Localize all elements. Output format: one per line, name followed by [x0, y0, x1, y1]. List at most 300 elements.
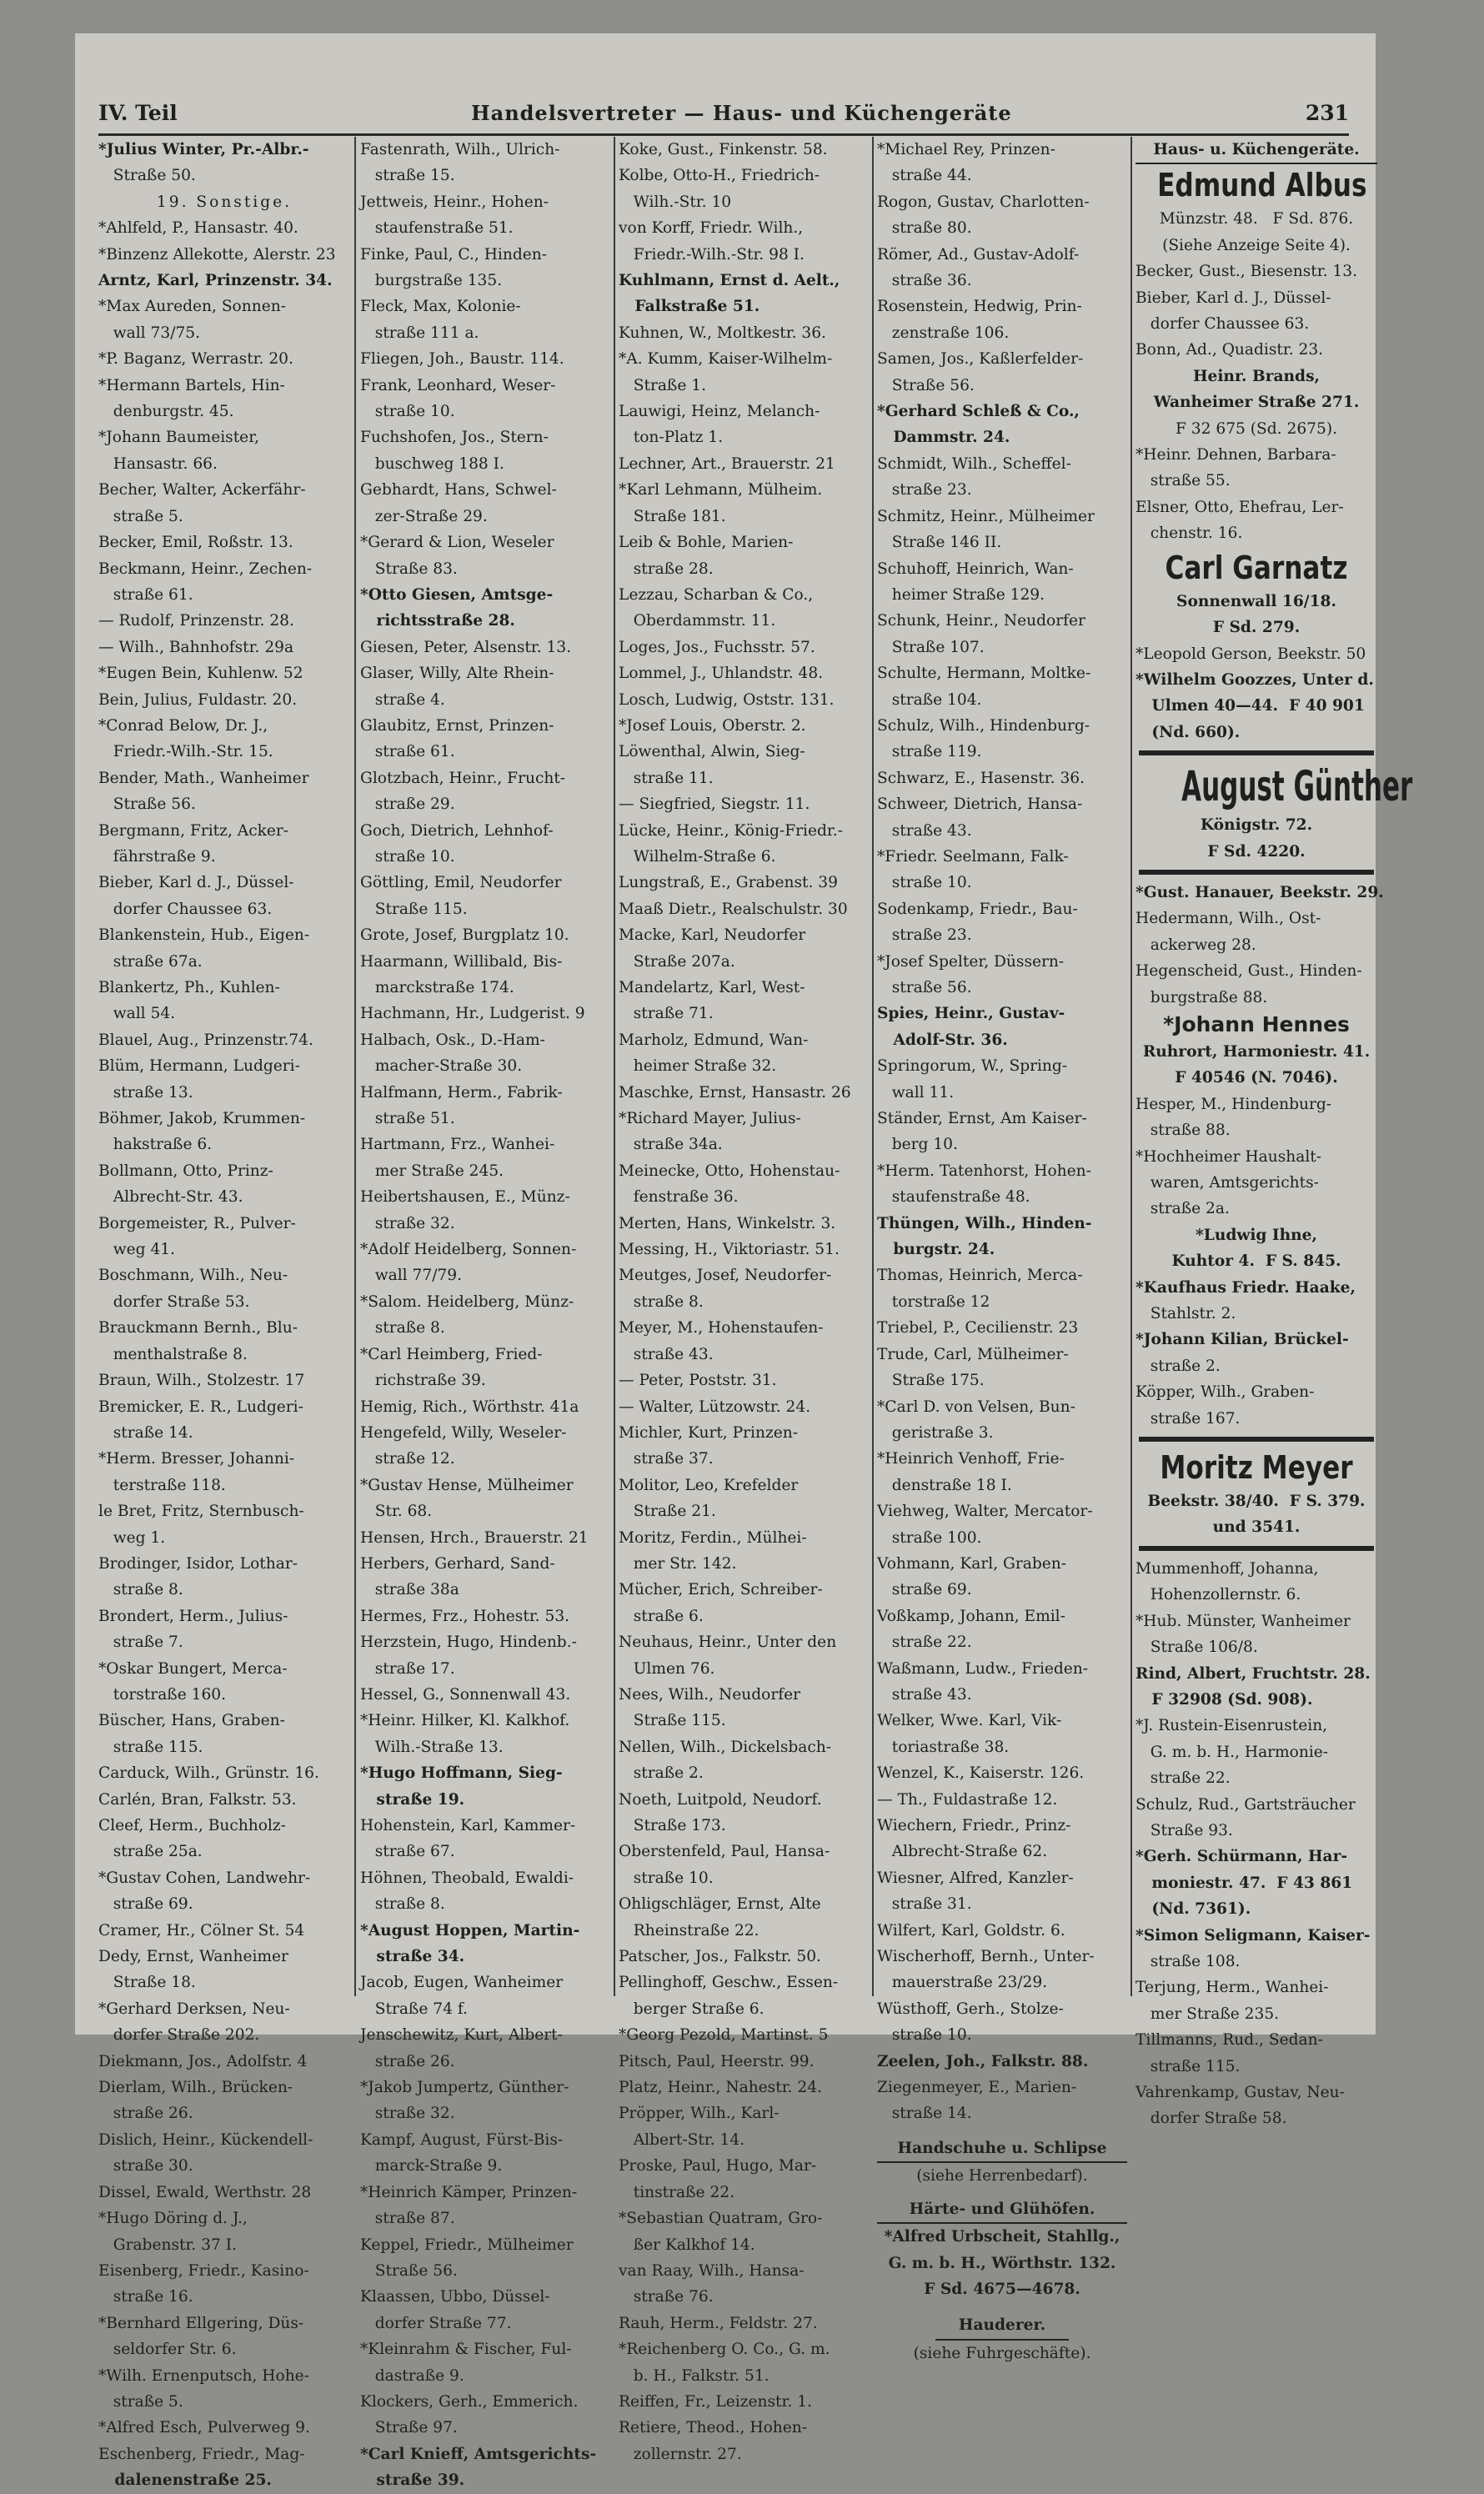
- directory-entry: straße 43.: [877, 821, 972, 840]
- directory-entry: Schmidt, Wilh., Scheffel-: [877, 454, 1071, 473]
- directory-entry: burgstraße 135.: [360, 272, 503, 290]
- directory-entry: *Gerhard Derksen, Neu-: [98, 2000, 290, 2018]
- directory-entry: Friedr.-Wilh.-Str. 98 I.: [619, 245, 805, 263]
- directory-entry: hakstraße 6.: [98, 1136, 213, 1154]
- directory-entry: straße 37.: [619, 1450, 714, 1468]
- directory-page: [75, 33, 1413, 2490]
- directory-entry: *Wilh. Ernenputsch, Hohe-: [98, 2366, 309, 2385]
- directory-entry: *Gustav Cohen, Landwehr-: [98, 1869, 311, 1887]
- directory-entry: Nees, Wilh., Neudorfer: [619, 1685, 801, 1704]
- directory-entry: Schwarz, E., Hasenstr. 36.: [877, 769, 1085, 787]
- directory-entry: Klockers, Gerh., Emmerich.: [360, 2392, 579, 2411]
- ad-brands-name: Heinr. Brands,: [1192, 367, 1321, 385]
- directory-entry: Marholz, Edmund, Wan-: [619, 1031, 809, 1049]
- directory-entry: von Korff, Friedr. Wilh.,: [619, 219, 804, 238]
- directory-entry: Hensen, Hrch., Brauerstr. 21: [360, 1528, 589, 1547]
- directory-entry: Glaubitz, Ernst, Prinzen-: [360, 716, 554, 735]
- directory-entry: Fleck, Max, Kolonie-: [360, 298, 521, 316]
- directory-entry: Vohmann, Karl, Graben-: [877, 1554, 1067, 1573]
- entries-block: [1136, 258, 1377, 364]
- directory-entry: Waßmann, Ludw., Frieden-: [877, 1659, 1089, 1678]
- directory-entry: F 32908 (Sd. 908).: [1136, 1690, 1313, 1709]
- subsection-heading: 19. Sonstige.: [156, 193, 293, 211]
- directory-entry: Dissel, Ewald, Werthstr. 28: [98, 2183, 312, 2201]
- directory-entry: straße 111 a.: [360, 324, 479, 342]
- directory-entry: Herzstein, Hugo, Hindenb.-: [360, 1633, 577, 1652]
- ad-carl-garnatz: Carl Garnatz: [1165, 549, 1348, 586]
- directory-entry: straße 12.: [360, 1450, 455, 1468]
- directory-entry: Dedy, Ernst, Wanheimer: [98, 1948, 288, 1966]
- directory-entry: Platz, Heinr., Nahestr. 24.: [619, 2079, 822, 2097]
- directory-entry: Maschke, Ernst, Hansastr. 26: [619, 1083, 851, 1101]
- entries-block: [1136, 1556, 1377, 2132]
- directory-entry: tinstraße 22.: [619, 2183, 735, 2201]
- directory-entry: Kuhlmann, Ernst d. Aelt.,: [619, 272, 840, 290]
- directory-entry: straße 11.: [619, 769, 714, 787]
- directory-entry: Pellinghoff, Geschw., Essen-: [619, 1974, 839, 1992]
- directory-entry: Stahlstr. 2.: [1136, 1305, 1236, 1323]
- directory-entry: straße 39.: [360, 2471, 465, 2490]
- directory-entry: *Heinrich Kämper, Prinzen-: [360, 2183, 578, 2201]
- directory-entry: Wilhelm-Straße 6.: [619, 847, 776, 866]
- directory-entry: Blankenstein, Hub., Eigen-: [98, 926, 310, 945]
- directory-entry: Proske, Paul, Hugo, Mar-: [619, 2157, 817, 2175]
- directory-entry: Boschmann, Wilh., Neu-: [98, 1267, 288, 1285]
- directory-entry: Straße 97.: [360, 2419, 458, 2437]
- directory-entry: *Reichenberg O. Co., G. m.: [619, 2341, 830, 2359]
- directory-entry: straße 31.: [877, 1895, 972, 1914]
- directory-entry: Schulz, Rud., Gartsträucher: [1136, 1795, 1356, 1814]
- directory-entry: Straße 83.: [360, 560, 458, 578]
- directory-entry: richstraße 39.: [360, 1372, 486, 1390]
- directory-entry: Carlén, Bran, Falkstr. 53.: [98, 1790, 297, 1809]
- directory-entry: straße 13.: [98, 1083, 193, 1101]
- directory-entry: *Josef Louis, Oberstr. 2.: [619, 716, 806, 735]
- directory-entry: Finke, Paul, C., Hinden-: [360, 245, 548, 263]
- directory-entry: — Peter, Poststr. 31.: [619, 1372, 777, 1390]
- directory-entry: — Siegfried, Siegstr. 11.: [619, 795, 810, 814]
- directory-entry: dorfer Straße 53.: [98, 1292, 250, 1311]
- directory-entry: *Gerard & Lion, Weseler: [360, 534, 554, 552]
- directory-entry: Oberdammstr. 11.: [619, 612, 776, 630]
- directory-entry: Hermes, Frz., Hohestr. 53.: [360, 1607, 570, 1625]
- directory-entry: Heibertshausen, E., Münz-: [360, 1188, 570, 1207]
- directory-entry: *Heinrich Venhoff, Frie-: [877, 1450, 1065, 1468]
- directory-entry: Viehweg, Walter, Mercator-: [877, 1503, 1093, 1521]
- directory-entry: straße 2.: [1136, 1357, 1221, 1375]
- directory-entry: *Carl Heimberg, Fried-: [360, 1345, 543, 1363]
- directory-entry: Bollmann, Otto, Prinz-: [98, 1162, 273, 1180]
- directory-entry: wall 73/75.: [98, 324, 201, 342]
- directory-entry: straße 61.: [98, 585, 193, 604]
- directory-entry: seldorfer Str. 6.: [98, 2341, 237, 2359]
- directory-entry: Mandelartz, Karl, West-: [619, 979, 805, 996]
- directory-entry: Ständer, Ernst, Am Kaiser-: [877, 1110, 1087, 1128]
- directory-entry: Göttling, Emil, Neudorfer: [360, 874, 562, 892]
- directory-entry: Hengefeld, Willy, Weseler-: [360, 1423, 567, 1442]
- directory-entry: straße 26.: [98, 2105, 193, 2123]
- directory-entry: *Gustav Hense, Mülheimer: [360, 1476, 574, 1494]
- directory-entry: Kolbe, Otto-H., Friedrich-: [619, 167, 820, 185]
- directory-entry: straße 43.: [877, 1685, 972, 1704]
- directory-entry: *Otto Giesen, Amtsge-: [360, 585, 554, 604]
- directory-entry: Straße 181.: [619, 507, 726, 525]
- directory-entry: straße 29.: [360, 795, 455, 814]
- directory-entry: straße 16.: [98, 2288, 193, 2306]
- directory-entry: straße 14.: [98, 1423, 193, 1442]
- directory-entry: ackerweg 28.: [1136, 936, 1256, 954]
- directory-entry: straße 67.: [360, 1843, 455, 1861]
- furnace-entry-line: G. m. b. H., Wörthstr. 132.: [888, 2254, 1116, 2272]
- directory-entry: Dislich, Heinr., Kückendell-: [98, 2130, 313, 2149]
- directory-entry: toriastraße 38.: [877, 1738, 1010, 1756]
- directory-entry: straße 38a: [360, 1581, 459, 1599]
- directory-entry: ton-Platz 1.: [619, 429, 724, 447]
- directory-entry: *Binzenz Allekotte, Alerstr. 23: [98, 245, 336, 263]
- directory-entry: Schuhoff, Heinrich, Wan-: [877, 560, 1074, 578]
- directory-entry: straße 17.: [360, 1659, 455, 1678]
- directory-entry: G. m. b. H., Harmonie-: [1136, 1743, 1329, 1761]
- directory-entry: straße 67a.: [98, 952, 203, 971]
- directory-entry: *Kleinrahm & Fischer, Ful-: [360, 2341, 572, 2359]
- directory-entry: Samen, Jos., Kaßlerfelder-: [877, 350, 1084, 369]
- directory-entry: dorfer Straße 202.: [98, 2026, 260, 2045]
- directory-entry: straße 36.: [877, 272, 972, 290]
- directory-entry: weg 41.: [98, 1241, 176, 1259]
- directory-entry: Blüm, Hermann, Ludgeri-: [98, 1057, 300, 1076]
- directory-entry: Fliegen, Joh., Baustr. 114.: [360, 350, 564, 369]
- page-number: 231: [1305, 100, 1349, 125]
- directory-entry: straße 23.: [877, 481, 972, 499]
- directory-entry: straße 88.: [1136, 1122, 1231, 1140]
- directory-entry: Borgemeister, R., Pulver-: [98, 1214, 296, 1232]
- directory-entry: Rauh, Herm., Feldstr. 27.: [619, 2314, 818, 2332]
- ad-rule: [1139, 870, 1374, 875]
- directory-entry: dorfer Chaussee 63.: [98, 900, 273, 918]
- directory-entry: *Ludwig Ihne,: [1196, 1226, 1317, 1244]
- directory-entry: *Max Aureden, Sonnen-: [98, 298, 286, 316]
- directory-entry: chenstr. 16.: [1136, 524, 1243, 543]
- directory-entry: straße 2.: [619, 1764, 704, 1783]
- column-1: [98, 137, 350, 2490]
- directory-entry: *Salom. Heidelberg, Münz-: [360, 1292, 574, 1311]
- directory-entry: Kuhnen, W., Moltkestr. 36.: [619, 324, 826, 342]
- directory-entry: straße 22.: [1136, 1769, 1231, 1788]
- column-2: [360, 137, 610, 2490]
- directory-entry: buschweg 188 I.: [360, 454, 504, 473]
- directory-entry: Tillmanns, Rud., Sedan-: [1136, 2031, 1323, 2050]
- directory-entry: Kampf, August, Fürst-Bis-: [360, 2130, 564, 2149]
- directory-entry: straße 22.: [877, 1633, 972, 1652]
- furnace-entry-line: F Sd. 4675—4678.: [924, 2280, 1080, 2298]
- directory-entry: Kuhtor 4. F S. 845.: [1171, 1252, 1341, 1271]
- directory-entry: Hohenzollernstr. 6.: [1136, 1586, 1301, 1604]
- directory-entry: Lücke, Heinr., König-Friedr.-: [619, 821, 843, 840]
- directory-entry: straße 108.: [1136, 1952, 1241, 1970]
- directory-entry: *Heinr. Hilker, Kl. Kalkhof.: [360, 1712, 570, 1730]
- directory-entry: Wilfert, Karl, Goldstr. 6.: [877, 1921, 1065, 1939]
- directory-entry: Meyer, M., Hohenstaufen-: [619, 1319, 824, 1337]
- directory-entry: straße 25a.: [98, 1843, 203, 1861]
- directory-entry: straße 34a.: [619, 1136, 723, 1154]
- ad-guenther-phone: F Sd. 4220.: [1207, 842, 1306, 861]
- directory-entry: *J. Rustein-Eisenrustein,: [1136, 1717, 1328, 1735]
- directory-entry: *Alfred Esch, Pulverweg 9.: [98, 2419, 310, 2437]
- directory-entry: Wilh.-Straße 13.: [360, 1738, 504, 1756]
- directory-entry: Meinecke, Otto, Hohenstau-: [619, 1162, 840, 1180]
- directory-entry: Welker, Wwe. Karl, Vik-: [877, 1712, 1062, 1730]
- directory-entry: *P. Baganz, Werrastr. 20.: [98, 350, 293, 369]
- ad-edmund-albus: Edmund Albus: [1157, 167, 1367, 204]
- column-divider: [872, 137, 874, 1996]
- directory-entry: Wiesner, Alfred, Kanzler-: [877, 1869, 1074, 1887]
- directory-entry: mer Straße 245.: [360, 1162, 504, 1180]
- directory-entry: van Raay, Wilh., Hansa-: [619, 2261, 805, 2280]
- directory-entry: mer Str. 142.: [619, 1554, 737, 1573]
- directory-entry: Rogon, Gustav, Charlotten-: [877, 193, 1090, 211]
- directory-entry: Losch, Ludwig, Oststr. 131.: [619, 690, 835, 709]
- directory-entry: Terjung, Herm., Wanhei-: [1136, 1979, 1329, 1997]
- directory-entry: Bein, Julius, Fuldastr. 20.: [98, 690, 298, 709]
- directory-entry: straße 32.: [360, 2105, 455, 2123]
- directory-entry: straße 32.: [360, 1214, 455, 1232]
- directory-entry: *Gust. Hanauer, Beekstr. 29.: [1136, 883, 1384, 901]
- directory-entry: Lommel, J., Uhlandstr. 48.: [619, 665, 824, 683]
- directory-entry: Straße 107.: [877, 638, 985, 656]
- directory-entry: Straße 74 f.: [360, 2000, 468, 2018]
- directory-entry: torstraße 160.: [98, 1685, 227, 1704]
- directory-entry: dastraße 9.: [360, 2366, 464, 2385]
- directory-entry: *Sebastian Quatram, Gro-: [619, 2210, 823, 2228]
- directory-entry: straße 8.: [360, 1319, 445, 1337]
- directory-entry: Lungstraß, E., Grabenst. 39: [619, 874, 838, 892]
- directory-entry: Molitor, Leo, Krefelder: [619, 1476, 799, 1494]
- directory-entry: zollernstr. 27.: [619, 2445, 742, 2463]
- directory-entry: burgstraße 88.: [1136, 988, 1268, 1006]
- directory-entry: straße 43.: [619, 1345, 714, 1363]
- directory-entry: le Bret, Fritz, Sternbusch-: [98, 1503, 304, 1521]
- directory-entry: Trude, Carl, Mülheimer-: [877, 1345, 1069, 1363]
- directory-entry: Gebhardt, Hans, Schwel-: [360, 481, 557, 499]
- directory-entry: Albert-Str. 14.: [619, 2130, 745, 2149]
- directory-entry: *Jakob Jumpertz, Günther-: [360, 2079, 569, 2097]
- directory-entry: Thomas, Heinrich, Merca-: [877, 1267, 1083, 1285]
- directory-entry: wall 77/79.: [360, 1267, 463, 1285]
- directory-entry: *Kaufhaus Friedr. Haake,: [1136, 1278, 1356, 1297]
- directory-entry: Vahrenkamp, Gustav, Neu-: [1136, 2084, 1345, 2101]
- directory-entry: Büscher, Hans, Graben-: [98, 1712, 285, 1730]
- directory-entry: terstraße 118.: [98, 1476, 226, 1494]
- directory-entry: staufenstraße 51.: [360, 219, 514, 238]
- running-title: Handelsvertreter — Haus- und Küchengeräte: [470, 100, 1012, 125]
- directory-entry: straße 55.: [1136, 472, 1231, 490]
- directory-entry: Hesper, M., Hindenburg-: [1136, 1095, 1332, 1113]
- directory-entry: *Karl Lehmann, Mülheim.: [619, 481, 823, 499]
- ad-rule: [1139, 750, 1374, 755]
- ad-hennes-phone: F 40546 (N. 7046).: [1175, 1069, 1338, 1087]
- directory-entry: richtsstraße 28.: [360, 612, 515, 630]
- directory-entry: Straße 146 II.: [877, 534, 1002, 552]
- directory-entry: *Bernhard Ellgering, Düs-: [98, 2314, 304, 2332]
- ad-johann-hennes: *Johann Hennes: [1163, 1011, 1350, 1036]
- directory-entry: straße 71.: [619, 1005, 714, 1023]
- directory-entry: (Nd. 660).: [1136, 723, 1241, 741]
- directory-entry: Fastenrath, Wilh., Ulrich-: [360, 141, 560, 158]
- directory-entry: Giesen, Peter, Alsenstr. 13.: [360, 638, 572, 656]
- directory-entry: Nellen, Wilh., Dickelsbach-: [619, 1738, 832, 1756]
- directory-entry: Koke, Gust., Finkenstr. 58.: [619, 141, 828, 158]
- directory-entry: *Carl Knieff, Amtsgerichts-: [360, 2445, 597, 2463]
- directory-entry: straße 14.: [877, 2105, 972, 2123]
- directory-entry: *Hugo Hoffmann, Sieg-: [360, 1764, 563, 1783]
- directory-entry: straße 115.: [1136, 2057, 1241, 2075]
- directory-entry: straße 30.: [98, 2157, 193, 2175]
- directory-entry: Jacob, Eugen, Wanheimer: [360, 1974, 564, 1992]
- directory-entry: zenstraße 106.: [877, 324, 1010, 342]
- directory-entry: *Hermann Bartels, Hin-: [98, 376, 285, 394]
- directory-entry: straße 76.: [619, 2288, 714, 2306]
- directory-entry: Glaser, Willy, Alte Rhein-: [360, 665, 554, 683]
- directory-entry: Noeth, Luitpold, Neudorf.: [619, 1790, 822, 1809]
- ad-rule: [1139, 1546, 1374, 1551]
- directory-entry: Merten, Hans, Winkelstr. 3.: [619, 1214, 836, 1232]
- directory-entry: wall 11.: [877, 1083, 955, 1101]
- directory-entry: Wiechern, Friedr., Prinz-: [877, 1817, 1071, 1834]
- ad-garnatz-address: Sonnenwall 16/18.: [1176, 592, 1336, 610]
- ad-edmund-albus-address: Münzstr. 48. F Sd. 876.: [1159, 210, 1354, 228]
- directory-entry: Straße 106/8.: [1136, 1638, 1258, 1657]
- furnace-heading: Härte- und Glühöfen.: [877, 2196, 1127, 2224]
- directory-entry: Goch, Dietrich, Lehnhof-: [360, 821, 554, 840]
- directory-entry: Becher, Walter, Ackerfähr-: [98, 481, 306, 499]
- directory-entry: Carduck, Wilh., Grünstr. 16.: [98, 1764, 319, 1783]
- directory-entry: Mücher, Erich, Schreiber-: [619, 1581, 823, 1599]
- directory-entry: Höhnen, Theobald, Ewaldi-: [360, 1869, 574, 1887]
- directory-entry: Mummenhoff, Johanna,: [1136, 1559, 1319, 1578]
- directory-entry: Moritz, Ferdin., Mülhei-: [619, 1528, 807, 1547]
- directory-entry: Lezzau, Scharban & Co.,: [619, 585, 814, 604]
- directory-entry: *Richard Mayer, Julius-: [619, 1110, 801, 1128]
- directory-entry: *Oskar Bungert, Merca-: [98, 1659, 288, 1678]
- directory-entry: straße 115.: [98, 1738, 203, 1756]
- directory-entry: Straße 173.: [619, 1817, 726, 1834]
- directory-entry: Pitsch, Paul, Heerstr. 99.: [619, 2052, 815, 2070]
- directory-entry: Voßkamp, Johann, Emil-: [877, 1607, 1065, 1625]
- directory-entry: straße 8.: [98, 1581, 183, 1599]
- directory-entry: *Herm. Bresser, Johanni-: [98, 1450, 295, 1468]
- directory-entry: Ziegenmeyer, E., Marien-: [877, 2079, 1077, 2097]
- directory-entry: *Wilhelm Goozzes, Unter d.: [1136, 670, 1374, 689]
- directory-entry: Böhmer, Jakob, Krummen-: [98, 1110, 306, 1128]
- directory-entry: Straße 50.: [98, 167, 196, 185]
- directory-entry: marck-Straße 9.: [360, 2157, 503, 2175]
- directory-entry: Straße 56.: [877, 376, 975, 394]
- directory-entry: Fuchshofen, Jos., Stern-: [360, 429, 549, 447]
- gloves-reference: (siehe Herrenbedarf).: [916, 2167, 1088, 2185]
- directory-entry: Grabenstr. 37 I.: [98, 2236, 237, 2254]
- directory-entry: *Michael Rey, Prinzen-: [877, 141, 1055, 158]
- directory-entry: straße 19.: [360, 1790, 465, 1809]
- directory-entry: denstraße 18 I.: [877, 1476, 1012, 1494]
- column-divider: [1131, 137, 1132, 1996]
- column-4-entries: [877, 137, 1127, 2127]
- directory-entry: Jenschewitz, Kurt, Albert-: [360, 2026, 563, 2045]
- directory-entry: straße 23.: [877, 926, 972, 945]
- directory-entry: Rind, Albert, Fruchtstr. 28.: [1136, 1664, 1371, 1683]
- directory-entry: *August Hoppen, Martin-: [360, 1921, 580, 1939]
- entries-block: [1136, 442, 1377, 547]
- directory-entry: straße 5.: [98, 507, 183, 525]
- directory-entry: — Walter, Lützowstr. 24.: [619, 1398, 811, 1416]
- directory-entry: *Conrad Below, Dr. J.,: [98, 716, 268, 735]
- directory-entry: straße 28.: [619, 560, 714, 578]
- entries-block: [1136, 641, 1377, 746]
- directory-entry: Straße 21.: [619, 1503, 716, 1521]
- directory-entry: Straße 93.: [1136, 1821, 1233, 1839]
- directory-entry: straße 69.: [98, 1895, 193, 1914]
- directory-entry: Albrecht-Str. 43.: [98, 1188, 243, 1207]
- directory-entry: Straße 115.: [619, 1712, 726, 1730]
- directory-entry: Reiffen, Fr., Leizenstr. 1.: [619, 2392, 812, 2411]
- directory-entry: *Hub. Münster, Wanheimer: [1136, 1612, 1351, 1630]
- directory-entry: Halbach, Osk., D.-Ham-: [360, 1031, 545, 1049]
- directory-entry: Halfmann, Herm., Fabrik-: [360, 1083, 563, 1101]
- directory-entry: *Leopold Gerson, Beekstr. 50: [1136, 645, 1366, 663]
- directory-entry: Str. 68.: [360, 1503, 433, 1521]
- directory-entry: Herbers, Gerhard, Sand-: [360, 1554, 555, 1573]
- directory-entry: Haarmann, Willibald, Bis-: [360, 952, 563, 971]
- directory-entry: Arntz, Karl, Prinzenstr. 34.: [98, 272, 333, 290]
- directory-entry: straße 69.: [877, 1581, 972, 1599]
- directory-entry: Bonn, Ad., Quadistr. 23.: [1136, 341, 1324, 359]
- directory-entry: Cleef, Herm., Buchholz-: [98, 1817, 286, 1834]
- directory-entry: Springorum, W., Spring-: [877, 1057, 1068, 1076]
- directory-entry: Neuhaus, Heinr., Unter den: [619, 1633, 837, 1652]
- directory-entry: (Nd. 7361).: [1136, 1900, 1251, 1919]
- directory-entry: straße 61.: [360, 743, 455, 761]
- ad-meyer-address: Beekstr. 38/40. F S. 379.: [1147, 1493, 1366, 1511]
- directory-entry: Wischerhoff, Bernh., Unter-: [877, 1948, 1095, 1966]
- column-5: [1136, 137, 1413, 2128]
- directory-entry: Rheinstraße 22.: [619, 1921, 760, 1939]
- ad-brands-phone: F 32 675 (Sd. 2675).: [1176, 419, 1337, 438]
- directory-entry: Schweer, Dietrich, Hansa-: [877, 795, 1083, 814]
- directory-entry: *Friedr. Seelmann, Falk-: [877, 847, 1069, 866]
- directory-entry: Straße 115.: [360, 900, 468, 918]
- directory-entry: Hegenscheid, Gust., Hinden-: [1136, 962, 1362, 981]
- directory-entry: Sodenkamp, Friedr., Bau-: [877, 900, 1078, 918]
- directory-entry: Loges, Jos., Fuchsstr. 57.: [619, 638, 815, 656]
- directory-entry: Hedermann, Wilh., Ost-: [1136, 910, 1321, 928]
- ad-august-guenther: August Günther: [1181, 762, 1413, 811]
- directory-entry: ßer Kalkhof 14.: [619, 2236, 755, 2254]
- directory-entry: straße 6.: [619, 1607, 704, 1625]
- section-label: IV. Teil: [98, 100, 178, 125]
- directory-entry: straße 26.: [360, 2052, 455, 2070]
- directory-entry: Straße 56.: [98, 795, 196, 814]
- directory-entry: *Adolf Heidelberg, Sonnen-: [360, 1241, 577, 1259]
- directory-entry: Bieber, Karl d. J., Düssel-: [1136, 289, 1331, 307]
- directory-entry: Frank, Leonhard, Weser-: [360, 376, 556, 394]
- column-divider: [354, 137, 356, 1996]
- ad-guenther-address: Königstr. 72.: [1200, 816, 1313, 835]
- directory-entry: straße 4.: [360, 690, 445, 709]
- directory-entry: Keppel, Friedr., Mülheimer: [360, 2236, 574, 2254]
- directory-entry: Hohenstein, Karl, Kammer-: [360, 1817, 576, 1834]
- directory-entry: Ulmen 76.: [619, 1659, 715, 1678]
- directory-entry: Schulz, Wilh., Hindenburg-: [877, 716, 1090, 735]
- directory-entry: Dierlam, Wilh., Brücken-: [98, 2079, 293, 2097]
